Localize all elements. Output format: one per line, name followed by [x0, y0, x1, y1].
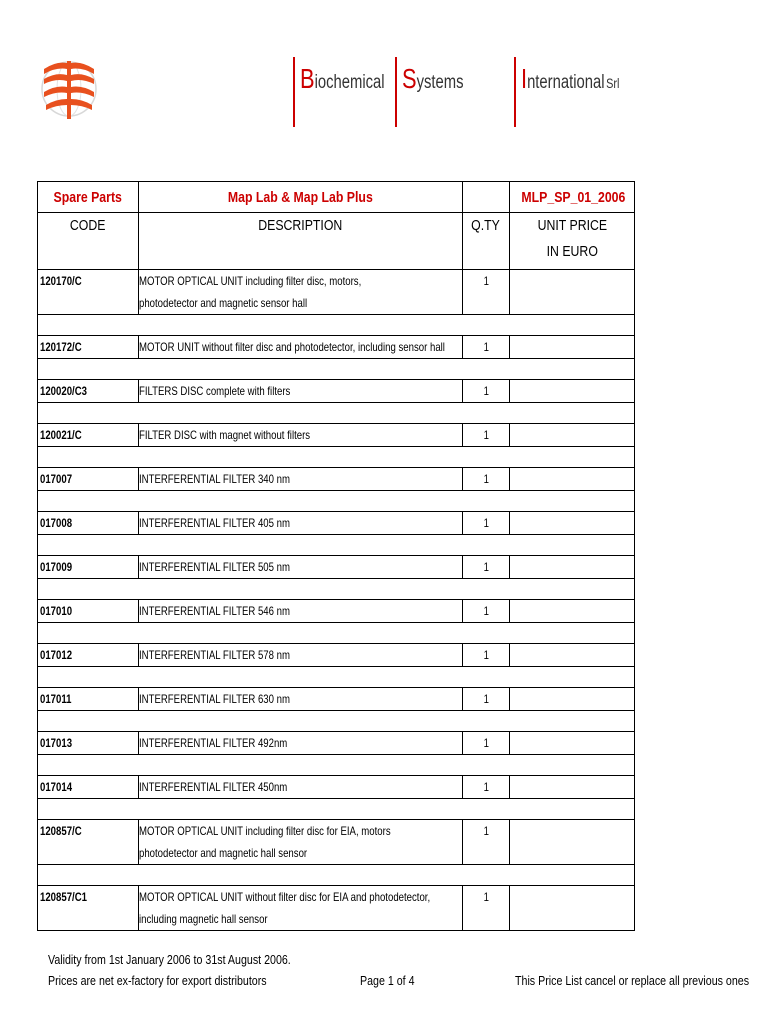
row-code: 120857/C1 [38, 886, 139, 931]
row-unit-price [510, 776, 635, 799]
row-unit-price [510, 600, 635, 623]
row-code: 017009 [38, 556, 139, 579]
table-row [38, 644, 635, 667]
row-description: INTERFERENTIAL FILTER 578 nm [139, 644, 463, 667]
spacer-row [38, 491, 635, 512]
row-description: MOTOR OPTICAL UNIT including filter disc for EIA, motors photodetector and magnetic hall sensor [139, 820, 463, 865]
row-description: INTERFERENTIAL FILTER 505 nm [139, 556, 463, 579]
spacer-row [38, 799, 635, 820]
spacer-row [38, 447, 635, 468]
row-code: 017012 [38, 644, 139, 667]
row-code: 017008 [38, 512, 139, 535]
row-unit-price [510, 336, 635, 359]
table-row [38, 512, 635, 535]
spacer-cell [38, 623, 635, 644]
row-unit-price [510, 512, 635, 535]
row-code: 120170/C [38, 270, 139, 315]
row-qty: 1 [463, 820, 510, 865]
spacer-row [38, 623, 635, 644]
row-qty: 1 [463, 732, 510, 755]
row-qty: 1 [463, 512, 510, 535]
row-code: 120020/C3 [38, 380, 139, 403]
row-qty: 1 [463, 886, 510, 931]
table-row [38, 424, 635, 447]
row-unit-price [510, 270, 635, 315]
spacer-cell [38, 403, 635, 424]
table-title-row [38, 182, 635, 213]
col-header-unit-price: UNIT PRICE IN EURO [510, 213, 635, 270]
table-row [38, 468, 635, 491]
row-qty: 1 [463, 380, 510, 403]
spacer-row [38, 315, 635, 336]
spacer-cell [38, 315, 635, 336]
row-description: INTERFERENTIAL FILTER 630 nm [139, 688, 463, 711]
spacer-row [38, 667, 635, 688]
spacer-row [38, 359, 635, 380]
row-code: 017013 [38, 732, 139, 755]
row-qty: 1 [463, 688, 510, 711]
col-header-description: DESCRIPTION [139, 213, 463, 270]
row-description: MOTOR OPTICAL UNIT without filter disc for EIA and photodetector, including magnetic hall sensor [139, 886, 463, 931]
col-header-code: CODE [38, 213, 139, 270]
row-code: 017014 [38, 776, 139, 799]
row-qty: 1 [463, 556, 510, 579]
row-unit-price [510, 380, 635, 403]
table-row [38, 380, 635, 403]
row-description: FILTERS DISC complete with filters [139, 380, 463, 403]
row-description: INTERFERENTIAL FILTER 492nm [139, 732, 463, 755]
row-qty: 1 [463, 468, 510, 491]
row-unit-price [510, 886, 635, 931]
cancel-note: This Price List cancel or replace all previous ones [515, 973, 750, 988]
spacer-cell [38, 579, 635, 600]
spacer-row [38, 711, 635, 732]
spacer-cell [38, 865, 635, 886]
table-row [38, 820, 635, 865]
spacer-row [38, 579, 635, 600]
row-unit-price [510, 644, 635, 667]
title-doc-code: MLP_SP_01_2006 [510, 182, 635, 213]
spacer-cell [38, 359, 635, 380]
row-qty: 1 [463, 644, 510, 667]
table-row [38, 270, 635, 315]
row-description: FILTER DISC with magnet without filters [139, 424, 463, 447]
table-row [38, 556, 635, 579]
table-row [38, 600, 635, 623]
row-unit-price [510, 688, 635, 711]
spacer-row [38, 535, 635, 556]
row-unit-price [510, 732, 635, 755]
table-row [38, 732, 635, 755]
spare-parts-table [37, 181, 635, 931]
row-qty: 1 [463, 270, 510, 315]
row-description: MOTOR OPTICAL UNIT including filter disc, motors, photodetector and magnetic sensor hall [139, 270, 463, 315]
bsi-logo-icon [40, 55, 98, 127]
prices-note: Prices are net ex-factory for export distributors [48, 973, 267, 988]
column-header-row [38, 213, 635, 270]
row-qty: 1 [463, 424, 510, 447]
spacer-row [38, 865, 635, 886]
spacer-cell [38, 447, 635, 468]
title-blank [463, 182, 510, 213]
row-code: 017011 [38, 688, 139, 711]
spacer-row [38, 403, 635, 424]
row-code: 120857/C [38, 820, 139, 865]
spacer-cell [38, 711, 635, 732]
row-description: MOTOR UNIT without filter disc and photodetector, including sensor hall [139, 336, 463, 359]
table-row [38, 336, 635, 359]
spacer-cell [38, 755, 635, 776]
row-code: 120172/C [38, 336, 139, 359]
row-qty: 1 [463, 600, 510, 623]
spacer-cell [38, 491, 635, 512]
spacer-cell [38, 667, 635, 688]
row-qty: 1 [463, 336, 510, 359]
row-description: INTERFERENTIAL FILTER 405 nm [139, 512, 463, 535]
table-row [38, 688, 635, 711]
row-description: INTERFERENTIAL FILTER 546 nm [139, 600, 463, 623]
row-code: 017010 [38, 600, 139, 623]
row-code: 017007 [38, 468, 139, 491]
row-unit-price [510, 820, 635, 865]
row-qty: 1 [463, 776, 510, 799]
table-row [38, 886, 635, 931]
row-unit-price [510, 556, 635, 579]
row-unit-price [510, 424, 635, 447]
row-description: INTERFERENTIAL FILTER 450nm [139, 776, 463, 799]
col-header-qty: Q.TY [463, 213, 510, 270]
spacer-row [38, 755, 635, 776]
row-unit-price [510, 468, 635, 491]
page-number: Page 1 of 4 [360, 973, 415, 988]
row-code: 120021/C [38, 424, 139, 447]
row-description: INTERFERENTIAL FILTER 340 nm [139, 468, 463, 491]
spacer-cell [38, 799, 635, 820]
table-row [38, 776, 635, 799]
title-spare-parts: Spare Parts [38, 182, 139, 213]
spacer-cell [38, 535, 635, 556]
title-product: Map Lab & Map Lab Plus [139, 182, 463, 213]
validity-note: Validity from 1st January 2006 to 31st August 2006. [48, 952, 291, 967]
